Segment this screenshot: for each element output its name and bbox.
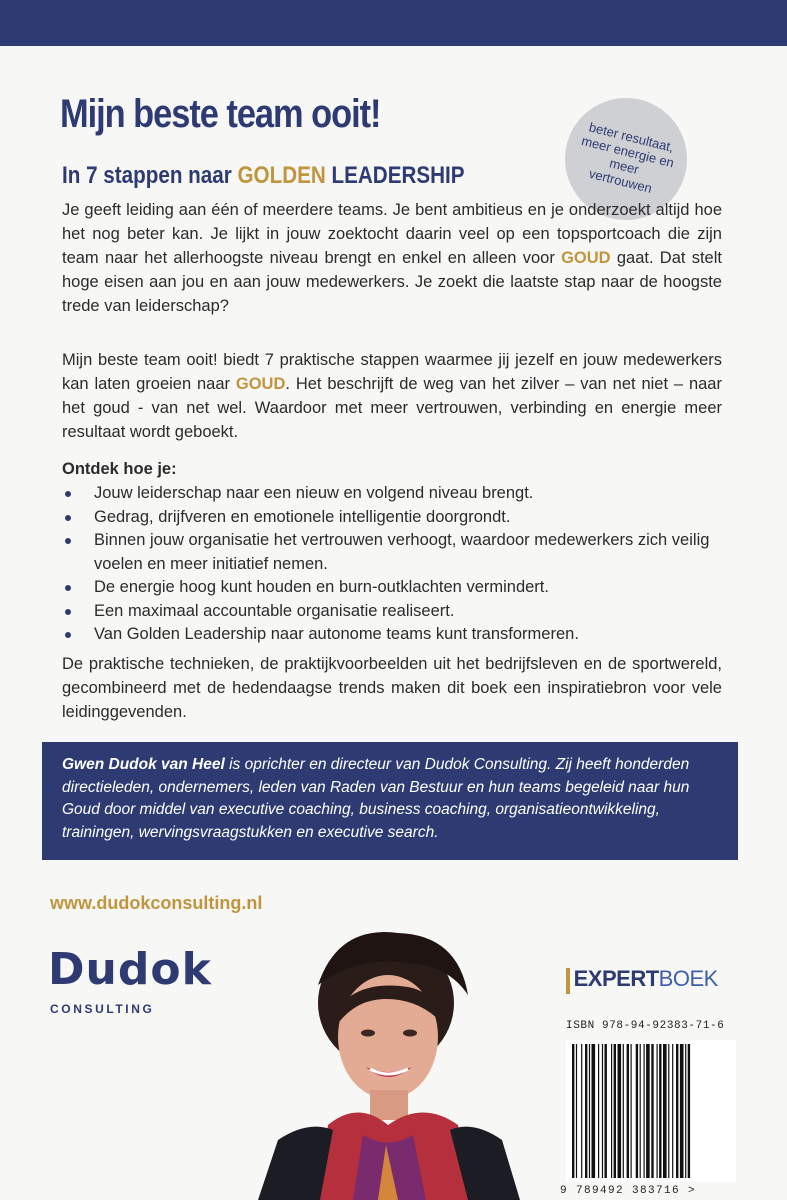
badge-text: beter resultaat, meer energie en meer vertrouwen (580, 119, 676, 196)
p1-gold: GOUD (561, 249, 611, 267)
book-title: Mijn beste team ooit! (60, 92, 381, 136)
barcode-bar (572, 1044, 574, 1178)
list-item-text: Een maximaal accountable organisatie realiseert. (94, 601, 455, 620)
list-item (62, 506, 722, 530)
author-bio-box (42, 742, 738, 860)
paragraph-closing: De praktische technieken, de praktijkvoorbeelden uit het bedrijfsleven en de sportwereld, gecombineerd met de hedendaagse trends maken dit boek een inspiratiebron voor vele leidinggevenden. (62, 655, 722, 721)
barcode-bar (627, 1044, 629, 1178)
bullet-icon (65, 585, 71, 591)
dudok-logo-subtitle: CONSULTING (50, 1002, 155, 1016)
barcode-bar (598, 1044, 599, 1178)
barcode-bar (640, 1044, 641, 1178)
book-subtitle (62, 162, 465, 190)
list-item (62, 529, 722, 576)
barcode-bar (659, 1044, 661, 1178)
author-name: Gwen Dudok van Heel (62, 756, 225, 773)
list-item (62, 623, 722, 647)
barcode-bar (672, 1044, 673, 1178)
expertboek-logo (568, 966, 718, 992)
barcode-bar (585, 1044, 587, 1178)
barcode-bar (663, 1044, 667, 1178)
barcode (566, 1040, 736, 1182)
barcode-bar (581, 1044, 582, 1178)
bullet-icon (65, 515, 71, 521)
expertboek-expert: EXPERT (573, 966, 659, 991)
bullet-icon (65, 538, 71, 544)
p1-text-end: gaat. Dat stelt hoge eisen aan jou en aan jouw medewerkers. Je zoekt die laatste stap naar de hoogste trede van leiderschap? (62, 249, 722, 315)
barcode-bar (685, 1044, 686, 1178)
expertboek-boek: BOEK (658, 966, 718, 991)
barcode-bar (668, 1044, 669, 1178)
bullet-list (62, 482, 722, 647)
barcode-bar (592, 1044, 596, 1178)
paragraph-steps (62, 348, 722, 444)
barcode-bar (618, 1044, 622, 1178)
list-item-text: Van Golden Leadership naar autonome teams kunt transformeren. (94, 625, 579, 643)
list-item-text: Gedrag, drijfveren en emotionele intelligentie doorgrondt. (94, 507, 511, 526)
barcode-bar (589, 1044, 590, 1178)
author-photo (258, 925, 520, 1200)
barcode-bar (657, 1044, 658, 1178)
barcode-bar (611, 1044, 612, 1178)
list-item-text: Jouw leiderschap naar een nieuw en volgend niveau brengt. (94, 484, 534, 502)
list-item-text: De energie hoog kunt houden en burn-outklachten vermindert. (94, 578, 549, 596)
bullet-icon (65, 632, 71, 638)
barcode-bar (602, 1044, 603, 1178)
p2-text-end: . Het beschrijft de weg van het zilver – van net niet – naar het goud - van net wel. Waardoor met meer vertrouwen, verbinding en energie meer resultaat wordt geboekt. (62, 375, 722, 441)
p1-text: Je geeft leiding aan één of meerdere teams. Je bent ambitieus en je onderzoekt altijd hoe het nog beter kan. Je lijkt in jouw zoektocht daarin veel op een topsportcoach die zijn team naar het allerhoogste niveau brengt en enkel en alleen voor (62, 201, 722, 267)
ontdek-heading: Ontdek hoe je: (62, 460, 177, 478)
top-color-band (0, 0, 787, 46)
isbn-label: ISBN 978-94-92383-71-6 (566, 1020, 725, 1032)
subtitle-post: LEADERSHIP (325, 162, 465, 189)
p2-text: Mijn beste team ooit! biedt 7 praktische stappen waarmee jij jezelf en jouw medewerkers kan laten groeien naar (62, 351, 722, 393)
subtitle-pre: In 7 stappen naar (62, 162, 238, 189)
barcode-number: 9 789492 383716 > (560, 1185, 697, 1197)
list-item (62, 600, 722, 624)
p2-gold: GOUD (235, 375, 286, 393)
barcode-bar (605, 1044, 607, 1178)
barcode-bar (576, 1044, 577, 1178)
barcode-bar (676, 1044, 678, 1178)
list-item (62, 576, 722, 600)
list-item (62, 482, 722, 506)
barcode-bar (651, 1044, 653, 1178)
bullet-icon (65, 491, 71, 497)
barcode-bar (644, 1044, 645, 1178)
barcode-bar (631, 1044, 632, 1178)
barcode-bar (636, 1044, 638, 1178)
dudok-logo: Dudok (48, 944, 212, 995)
author-bio-text: is oprichter en directeur van Dudok Consulting. Zij heeft honderden directieleden, ondernemers, leden van Raden van Bestuur en hun teams begeleid naar hun Goud door middel van executive coaching, business coaching, organisatieontwikkeling, trainingen, wervingsvraagstukken en executive search. (62, 756, 690, 841)
barcode-bar (646, 1044, 650, 1178)
paragraph-intro (62, 198, 722, 318)
subtitle-gold: GOLDEN (237, 162, 326, 189)
website-link[interactable]: www.dudokconsulting.nl (50, 893, 263, 913)
list-item-text: Binnen jouw organisatie het vertrouwen verhoogt, waardoor medewerkers zich veilig voelen en meer initiatief nemen. (94, 531, 710, 573)
barcode-bar (688, 1044, 690, 1178)
bullet-icon (65, 609, 71, 615)
barcode-bar (614, 1044, 616, 1178)
barcode-bar (623, 1044, 624, 1178)
barcode-bar (680, 1044, 684, 1178)
